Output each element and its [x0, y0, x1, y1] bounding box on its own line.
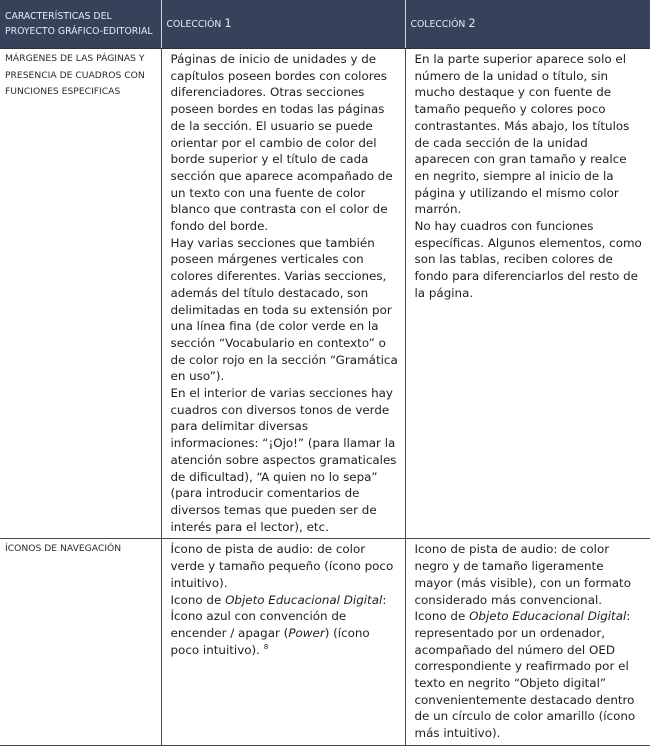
- emphasis: Power: [288, 625, 325, 640]
- emphasis: Objeto Educacional Digital: [469, 609, 627, 624]
- emphasis: Objeto Educacional Digital: [225, 592, 383, 607]
- text: : Ícono azul con convención de encender / apagar (: [170, 592, 387, 640]
- cell-coleccion-2: [405, 49, 650, 539]
- header-coleccion-1-label: COLECCIÓN: [166, 19, 225, 30]
- cell-coleccion-2: [405, 539, 650, 745]
- table-row: [0, 539, 650, 745]
- paragraph: No hay cuadros con funciones específicas. Algunos elementos, como son las tablas, reciben colores de fondo para diferenciarlos del resto de la página.: [414, 219, 642, 300]
- paragraph: [415, 608, 646, 742]
- paragraph: En el interior de varias secciones hay cuadros con diversos tonos de verde para delimitar diversas informaciones: “¡Ojo!” (para llamar la atención sobre aspectos gramaticales de dificultad), “A quien no lo sepa” (para introducir comentarios de diversos temas que pueden ser de interés para el lector), etc.: [170, 386, 397, 534]
- header-coleccion-2: [405, 0, 650, 49]
- paragraph: En la parte superior aparece solo el número de la unidad o título, sin mucho destaque y con fuente de tamaño pequeño y colores poco contrastantes. Más abajo, los títulos de cada sección de la unidad aparecen con gran tamaño y realce en negrito, siempre al inicio de la página y utilizando el mismo color marrón.: [414, 52, 630, 217]
- table-row: [0, 49, 650, 539]
- header-coleccion-1: [161, 0, 405, 49]
- paragraph: Ícono de pista de audio: de color verde y tamaño pequeño (ícono poco intuitivo).: [170, 542, 394, 590]
- row-criteria-iconos: ÍCONOS DE NAVEGACIÓN: [0, 539, 161, 745]
- text: ) (ícono poco intuitivo).: [170, 625, 370, 657]
- paragraph: Icono de pista de audio: de color negro y de tamaño ligeramente mayor (más visible), con un formato considerado más convencional.: [414, 542, 631, 607]
- paragraph: Páginas de inicio de unidades y de capítulos poseen bordes con colores diferenciadores. Otras secciones poseen bordes en todas las páginas de la sección. El usuario se puede orientar por el cambio de color del borde superior y el título de cada sección que aparece acompañado de un texto con una fuente de color blanco que contrasta con el color de fondo del borde.: [170, 52, 393, 234]
- table-header: [0, 0, 650, 49]
- header-coleccion-2-label: COLECCIÓN: [410, 19, 469, 30]
- cell-coleccion-1: [161, 539, 405, 745]
- text: Icono de: [414, 609, 470, 624]
- cell-coleccion-1: [161, 49, 405, 539]
- text: : representado por un ordenador, acompañado del número del OED correspondiente y reafirmado por el texto en negrito “Objeto digital” convenientemente destacado dentro de un círculo de color amarillo (ícono más intuitivo).: [414, 609, 636, 741]
- header-coleccion-1-number: 1: [224, 16, 232, 30]
- header-coleccion-2-number: 2: [468, 16, 476, 30]
- footnote-marker[interactable]: 8: [263, 642, 269, 651]
- paragraph: Hay varias secciones que también poseen márgenes verticales con colores diferentes. Varias secciones, además del título destacado, son delimitadas en toda su extensión por una línea fina (de color verde en la sección “Vocabulario en contexto” o de color rojo en la sección “Gramática en uso”).: [170, 235, 398, 384]
- paragraph: [171, 592, 400, 659]
- row-criteria-margenes: MÁRGENES DE LAS PÁGINAS Y PRESENCIA DE CUADROS CON FUNCIONES ESPECIFICAS: [0, 49, 161, 539]
- header-criteria: CARACTERÍSTICAS DEL PROYECTO GRÁFICO-EDITORIAL: [0, 0, 161, 49]
- text: Icono de: [170, 592, 226, 607]
